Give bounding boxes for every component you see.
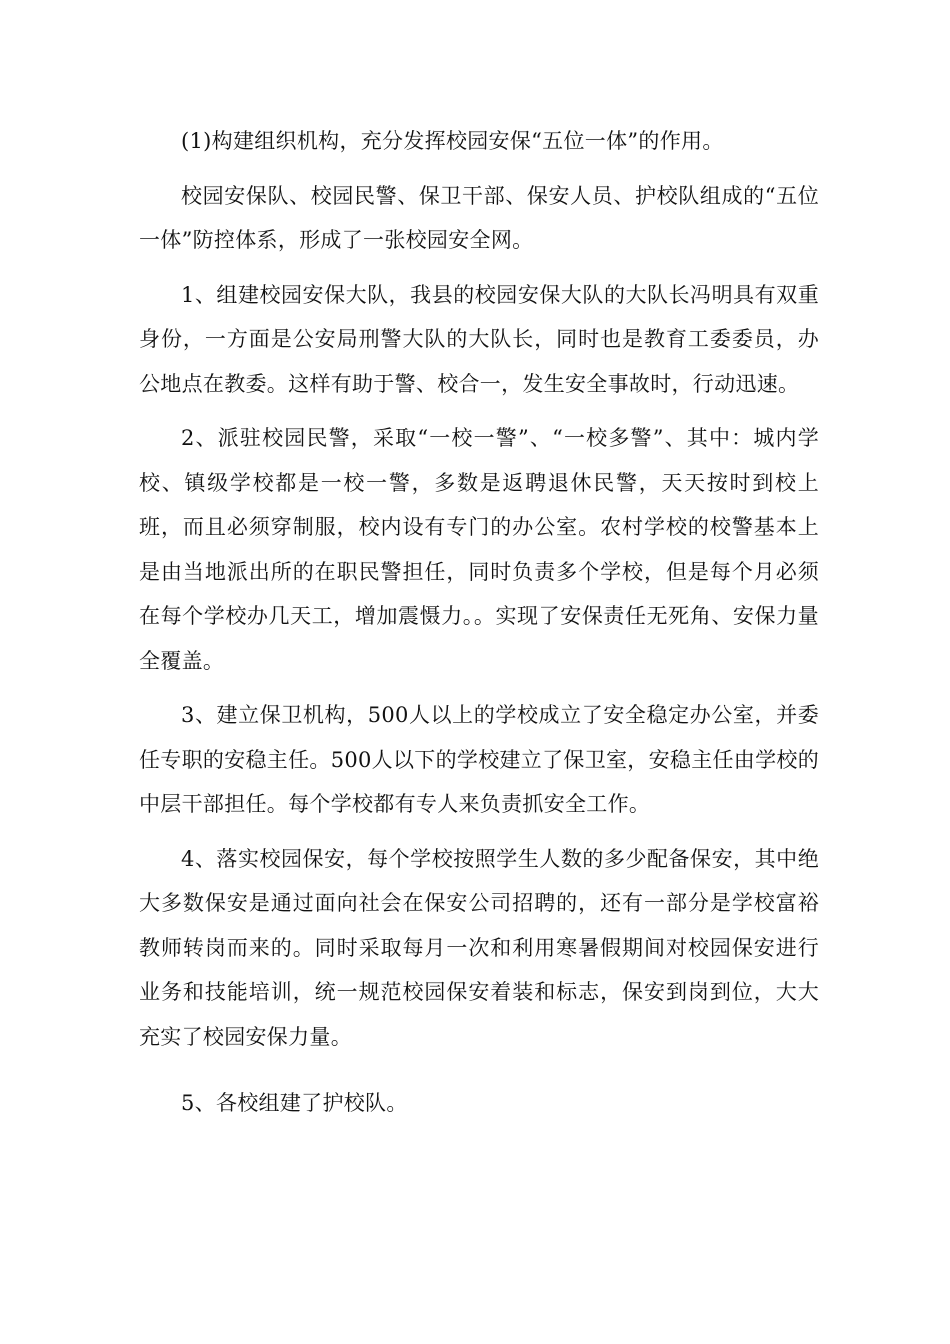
paragraph-item-1: 1、组建校园安保大队，我县的校园安保大队的大队长冯明具有双重身份，一方面是公安局刑警大队的大队长，同时也是教育工委委员，办公地点在教委。这样有助于警、校合一，发生安全事故时，行动迅速。 (139, 282, 819, 396)
paragraph-item-3: 3、建立保卫机构，500人以上的学校成立了安全稳定办公室，并委任专职的安稳主任。500人以下的学校建立了保卫室，安稳主任由学校的中层干部担任。每个学校都有专人来负责抓安全工作。 (139, 703, 819, 816)
paragraph-item-4: 4、落实校园保安，每个学校按照学生人数的多少配备保安，其中绝大多数保安是通过面向社会在保安公司招聘的，还有一部分是学校富裕教师转岗而来的。同时采取每月一次和利用寒暑假期间对校园保安进行业务和技能培训，统一规范校园保安着装和标志，保安到岗到位，大大充实了校园安保力量。 (139, 846, 819, 1049)
paragraph-system-intro: 校园安保队、校园民警、保卫干部、保安人员、护校队组成的“五位一体”防控体系，形成了一张校园安全网。 (139, 183, 819, 252)
paragraph-item-5: 5、各校组建了护校队。 (181, 1091, 408, 1115)
document-body (139, 119, 819, 1126)
paragraph-heading: (1)构建组织机构，充分发挥校园安保“五位一体”的作用。 (181, 129, 724, 153)
paragraph-item-2: 2、派驻校园民警，采取“一校一警”、“一校多警”、其中：城内学校、镇级学校都是一校一警，多数是返聘退休民警，天天按时到校上班，而且必须穿制服，校内设有专门的办公室。农村学校的校警基本上是由当地派出所的在职民警担任，同时负责多个学校，但是每个月必须在每个学校办几天工，增加震慑力。。实现了安保责任无死角、安保力量全覆盖。 (139, 426, 819, 673)
